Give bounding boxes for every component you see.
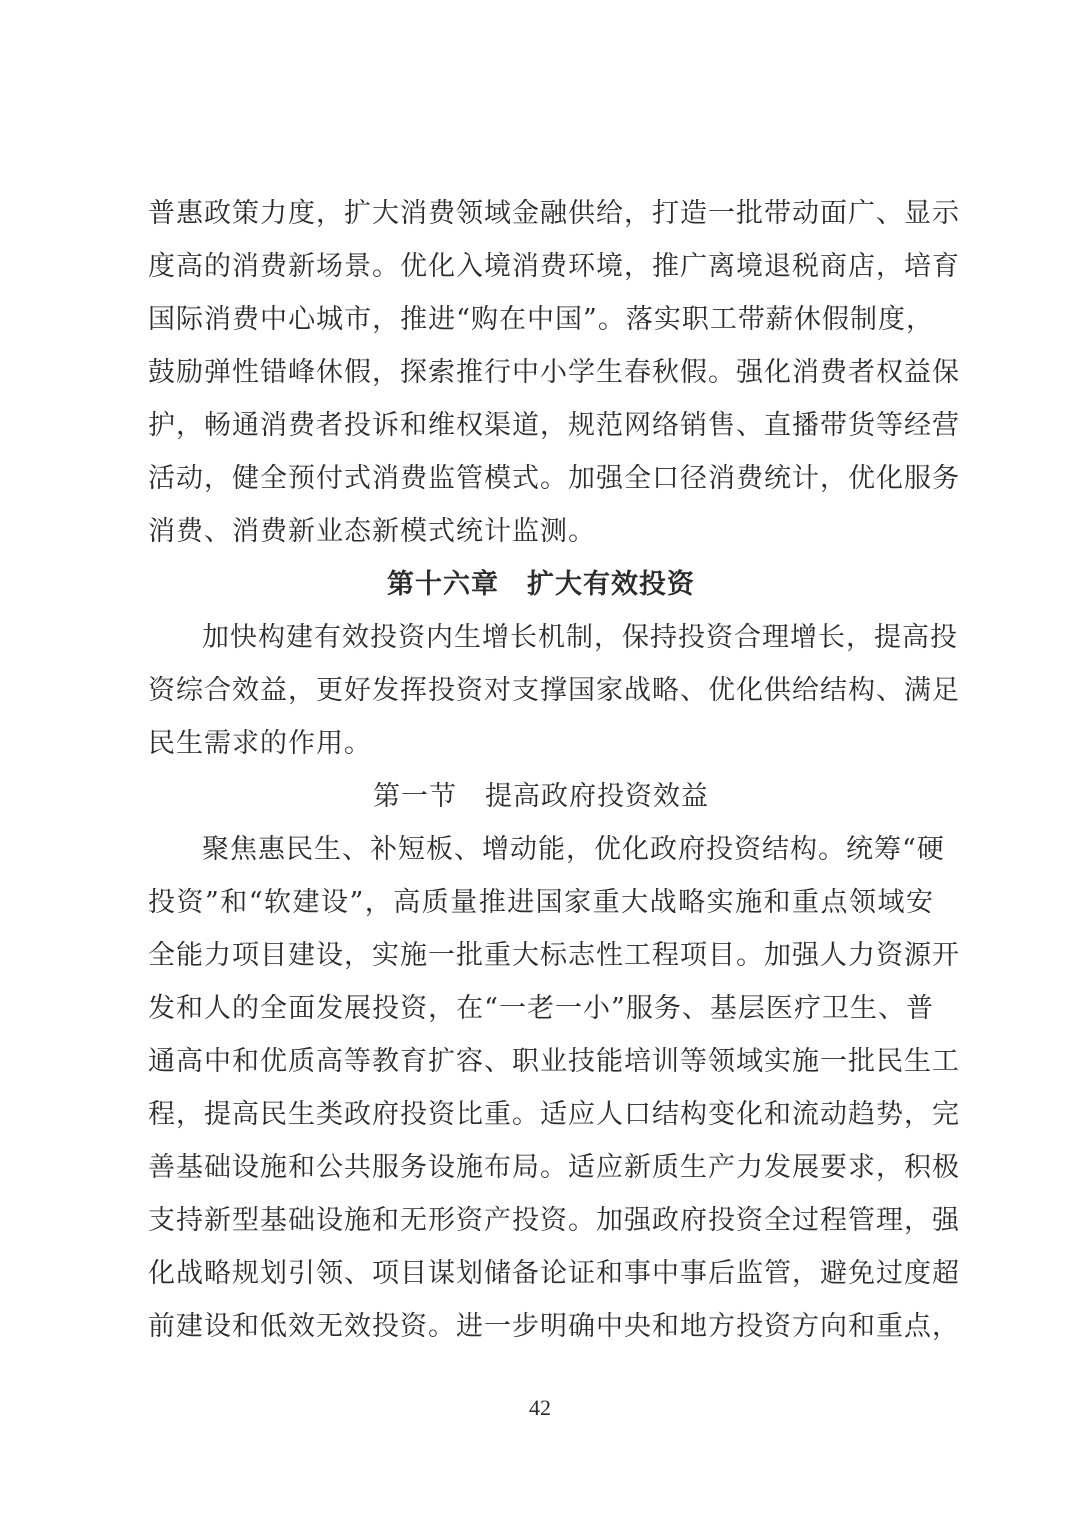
page-number: 42: [529, 1395, 551, 1420]
paragraph-2-line: 民生需求的作用。: [148, 728, 372, 759]
paragraph-3-line: 善基础设施和公共服务设施布局。适应新质生产力发展要求，积极: [148, 1152, 960, 1183]
paragraph-3-line: 程，提高民生类政府投资比重。适应人口结构变化和流动趋势，完: [148, 1099, 960, 1130]
paragraph-3-line: 化战略规划引领、项目谋划储备论证和事中事后监管，避免过度超: [148, 1258, 960, 1289]
paragraph-3-line: 通高中和优质高等教育扩容、职业技能培训等领域实施一批民生工: [148, 1046, 960, 1077]
paragraph-1-line: 度高的消费新场景。优化入境消费环境，推广离境退税商店，培育: [148, 251, 960, 282]
paragraph-1-line: 鼓励弹性错峰休假，探索推行中小学生春秋假。强化消费者权益保: [148, 357, 960, 388]
paragraph-3-line: 全能力项目建设，实施一批重大标志性工程项目。加强人力资源开: [148, 940, 960, 971]
paragraph-3-line: 前建设和低效无效投资。进一步明确中央和地方投资方向和重点，: [148, 1311, 960, 1342]
paragraph-1-line: 普惠政策力度，扩大消费领域金融供给，打造一批带动面广、显示: [148, 198, 960, 229]
paragraph-1-line: 国际消费中心城市，推进“购在中国”。落实职工带薪休假制度，: [148, 304, 934, 335]
chapter-heading: 第十六章 扩大有效投资: [387, 569, 695, 600]
section-heading: 第一节 提高政府投资效益: [373, 781, 709, 812]
paragraph-2-line: 加快构建有效投资内生增长机制，保持投资合理增长，提高投: [202, 622, 958, 653]
paragraph-3-line: 发和人的全面发展投资，在“一老一小”服务、基层医疗卫生、普: [148, 993, 934, 1024]
paragraph-3-line: 聚焦惠民生、补短板、增动能，优化政府投资结构。统筹“硬: [202, 834, 945, 865]
paragraph-1-line: 护，畅通消费者投诉和维权渠道，规范网络销售、直播带货等经营: [148, 410, 960, 441]
paragraph-3-line: 支持新型基础设施和无形资产投资。加强政府投资全过程管理，强: [148, 1205, 960, 1236]
paragraph-1-line: 活动，健全预付式消费监管模式。加强全口径消费统计，优化服务: [148, 463, 960, 494]
paragraph-1-line: 消费、消费新业态新模式统计监测。: [148, 516, 596, 547]
paragraph-2-line: 资综合效益，更好发挥投资对支撑国家战略、优化供给结构、满足: [148, 675, 960, 706]
paragraph-3-line: 投资”和“软建设”，高质量推进国家重大战略实施和重点领域安: [148, 887, 934, 918]
